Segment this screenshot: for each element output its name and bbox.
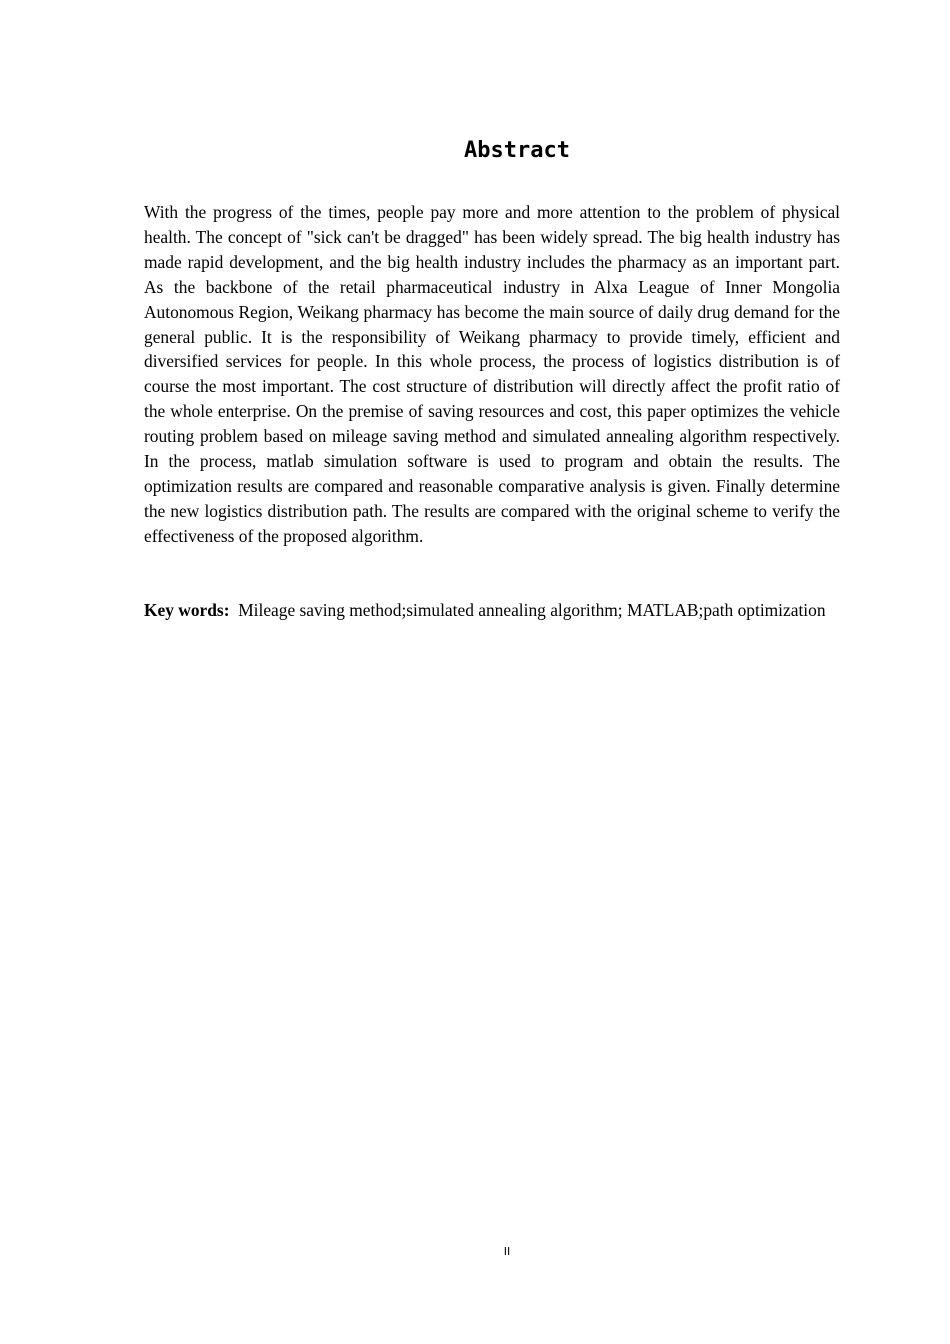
keywords-paragraph [144, 598, 840, 623]
abstract-title: Abstract [464, 138, 570, 163]
keywords-text: Mileage saving method;simulated annealing algorithm; MATLAB;path optimization [238, 600, 826, 620]
page-number: II [503, 1245, 511, 1258]
abstract-body: With the progress of the times, people pay more and more attention to the problem of physical health. The concept of "sick can't be dragged" has been widely spread. The big health industry has made rapid development, and the big health industry includes the pharmacy as an important part. As the backbone of the retail pharmaceutical industry in Alxa League of Inner Mongolia Autonomous Region, Weikang pharmacy has become the main source of daily drug demand for the general public. It is the responsibility of Weikang pharmacy to provide timely, efficient and diversified services for people. In this whole process, the process of logistics distribution is of course the most important. The cost structure of distribution will directly affect the profit ratio of the whole enterprise. On the premise of saving resources and cost, this paper optimizes the vehicle routing problem based on mileage saving method and simulated annealing algorithm respectively. In the process, matlab simulation software is used to program and obtain the results. The optimization results are compared and reasonable comparative analysis is given. Finally determine the new logistics distribution path. The results are compared with the original scheme to verify the effectiveness of the proposed algorithm. [144, 202, 840, 546]
keywords-label: Key words: [144, 600, 230, 620]
